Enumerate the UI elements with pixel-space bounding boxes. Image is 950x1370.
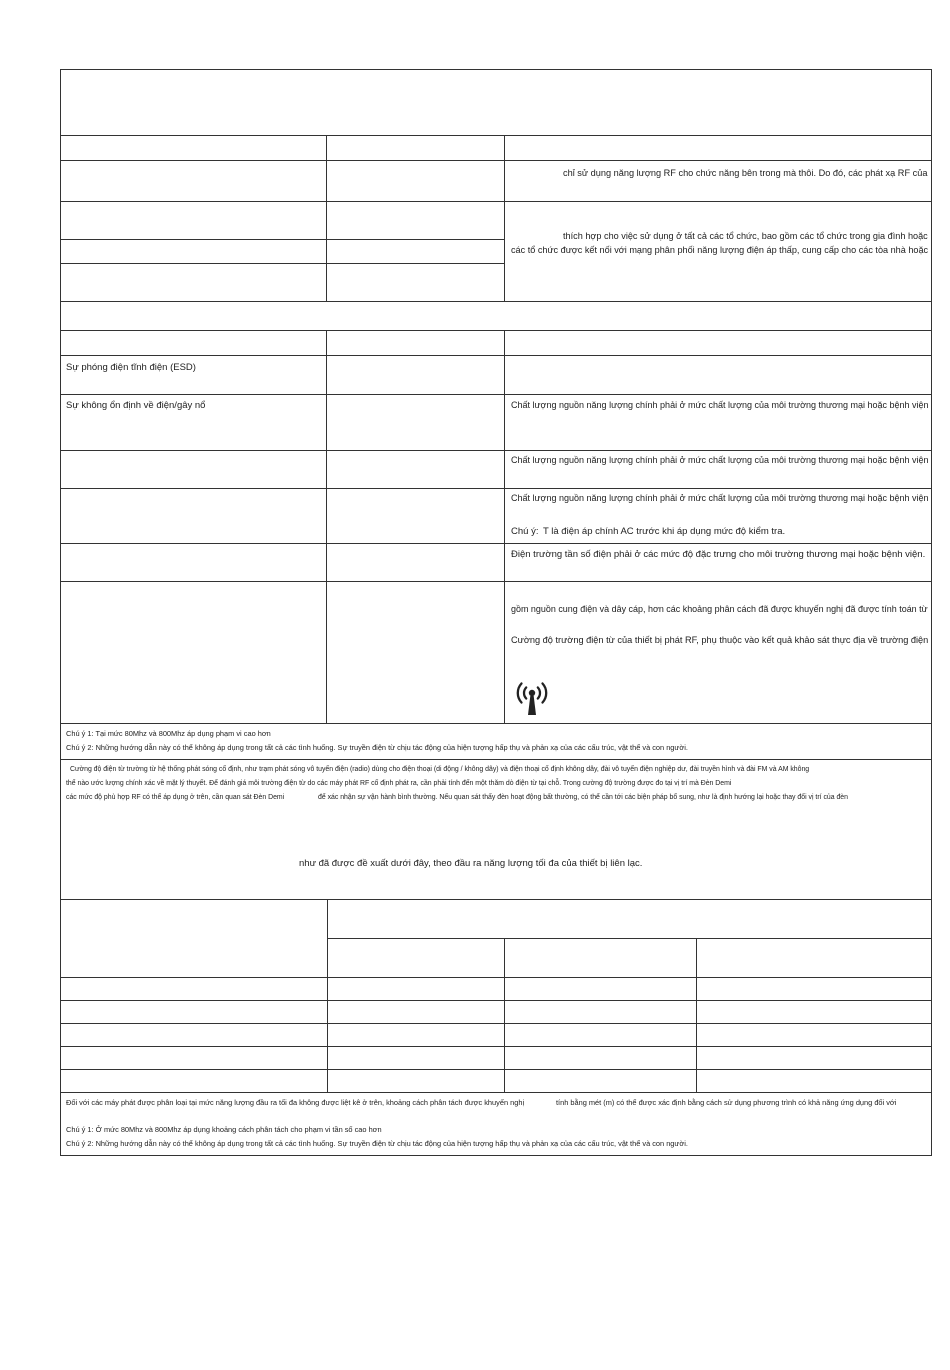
row-divider	[60, 977, 932, 978]
row-divider	[60, 394, 932, 395]
surge-guidance: Chất lượng nguồn năng lượng chính phải ở mức chất lượng của môi trường thương mại hoặc bệnh viện	[511, 455, 929, 466]
rf-guidance-line-1: gồm nguồn cung điện và dây cáp, hơn các khoảng phân cách đã được khuyến nghị đã được tính toán từ	[511, 604, 928, 615]
row-divider	[60, 759, 932, 760]
row-divider	[60, 1023, 932, 1024]
row-divider	[60, 450, 932, 451]
column-divider	[504, 135, 505, 301]
magnetic-guidance: Điện trường tần số điện phải ở các mức độ đặc trưng cho môi trường thương mại hoặc bệnh viện.	[511, 549, 926, 560]
row-divider	[60, 355, 932, 356]
dips-guidance: Chất lượng nguồn năng lượng chính phải ở mức chất lượng của môi trường thương mại hoặc bệnh viện	[511, 493, 929, 504]
row-divider	[60, 899, 932, 900]
separation-note-2: Chú ý 2: Những hướng dẫn này có thể không áp dụng trong tất cả các tình huống. Sự truyền điện từ chịu tác động của hiện tượng hấp thụ và phản xạ của các cấu trúc, vật thể và con người.	[66, 1139, 688, 1148]
field-strength-paragraph-line-1: Cường độ điện từ trường từ hệ thống phát sóng cố định, như trạm phát sóng vô tuyến điện (radio) dùng cho điện thoại (di động / không dây) và điện thoại cố định không dây, đài vô tuyến điện nghiệp dư, đài truyền hình và đài FM và AM không	[70, 766, 810, 773]
row-divider	[60, 263, 504, 264]
row-divider	[60, 723, 932, 724]
column-divider	[696, 938, 697, 1092]
row-divider	[60, 301, 932, 302]
separation-note-1: Chú ý 1: Ở mức 80Mhz và 800Mhz áp dụng khoảng cách phân tách cho phạm vi tần số cao hơn	[66, 1125, 382, 1134]
field-strength-paragraph-line-2: thể nào ước lượng chính xác về mặt lý thuyết. Để đánh giá môi trường điện từ do các máy phát RF cố định phát ra, cần phải tính đến một thăm dò điện từ tại chỗ. Trong cường độ trường được đo tại vị trí mà Đèn Demi	[66, 780, 732, 787]
rf-guidance-line-2: Cường độ trường điện từ của thiết bị phát RF, phụ thuộc vào kết quả khảo sát thực địa về trường điện	[511, 635, 929, 646]
eft-guidance: Chất lượng nguồn năng lượng chính phải ở mức chất lượng của môi trường thương mại hoặc bệnh viện	[511, 400, 929, 411]
separation-intro: như đã được đề xuất dưới đây, theo đầu ra năng lượng tối đa của thiết bị liên lạc.	[299, 858, 643, 869]
row-divider	[60, 543, 932, 544]
separation-footer-line-b: tính bằng mét (m) có thể được xác định bằng cách sử dụng phương trình có khả năng ứng dụng đối với	[556, 1098, 897, 1107]
row-divider	[60, 330, 932, 331]
esd-label: Sự phóng điện tĩnh điện (ESD)	[66, 362, 196, 373]
row-divider	[60, 1000, 932, 1001]
dips-note-text: T là điện áp chính AC trước khi áp dụng mức độ kiểm tra.	[543, 526, 786, 537]
column-divider	[504, 938, 505, 1092]
eft-label: Sự không ổn định về điện/gây nổ	[66, 400, 206, 411]
column-divider	[504, 330, 505, 723]
row-divider	[60, 160, 932, 161]
row-divider	[60, 581, 932, 582]
field-strength-paragraph-line-3b: để xác nhận sự vận hành bình thường. Nếu quan sát thấy đèn hoạt động bất thường, có thể cần tới các biện pháp bổ sung, như là định hướng lại hoặc thay đổi vị trí của đèn	[318, 794, 848, 801]
immunity-note-1: Chú ý 1: Tại mức 80Mhz và 800Mhz áp dụng phạm vi cao hơn	[66, 729, 271, 738]
rf-emission-note: chỉ sử dụng năng lượng RF cho chức năng bên trong mà thôi. Do đó, các phát xạ RF của	[563, 168, 928, 179]
immunity-note-2: Chú ý 2: Những hướng dẫn này có thể không áp dụng trong tất cả các tình huống. Sự truyền điện từ chịu tác động của hiện tượng hấp thụ và phản xạ của các cấu trúc, vật thể và con người.	[66, 743, 688, 752]
row-divider	[327, 938, 932, 939]
class-guidance-line-1: thích hợp cho việc sử dụng ở tất cả các tổ chức, bao gồm các tổ chức trong gia đình hoặc	[563, 231, 928, 242]
dips-note-label: Chú ý:	[511, 526, 539, 537]
class-guidance-line-2: các tổ chức được kết nối với mạng phân phối năng lượng điện áp thấp, cung cấp cho các tòa nhà hoặc	[511, 245, 929, 256]
separation-footer-line: Đối với các máy phát được phân loại tại mức năng lượng đầu ra tối đa không được liệt kê ở trên, khoảng cách phân tách được khuyến nghị	[66, 1098, 525, 1107]
row-divider	[60, 135, 932, 136]
row-divider	[60, 201, 932, 202]
row-divider	[60, 1092, 932, 1093]
row-divider	[60, 1046, 932, 1047]
column-divider	[327, 899, 328, 1092]
row-divider	[60, 1069, 932, 1070]
non-ionizing-radiation-icon	[510, 680, 554, 718]
column-divider	[326, 135, 327, 301]
column-divider	[326, 330, 327, 723]
row-divider	[60, 239, 504, 240]
row-divider	[60, 488, 932, 489]
field-strength-paragraph-line-3a: các mức độ phù hợp RF có thể áp dụng ở trên, cần quan sát Đèn Demi	[66, 794, 285, 801]
